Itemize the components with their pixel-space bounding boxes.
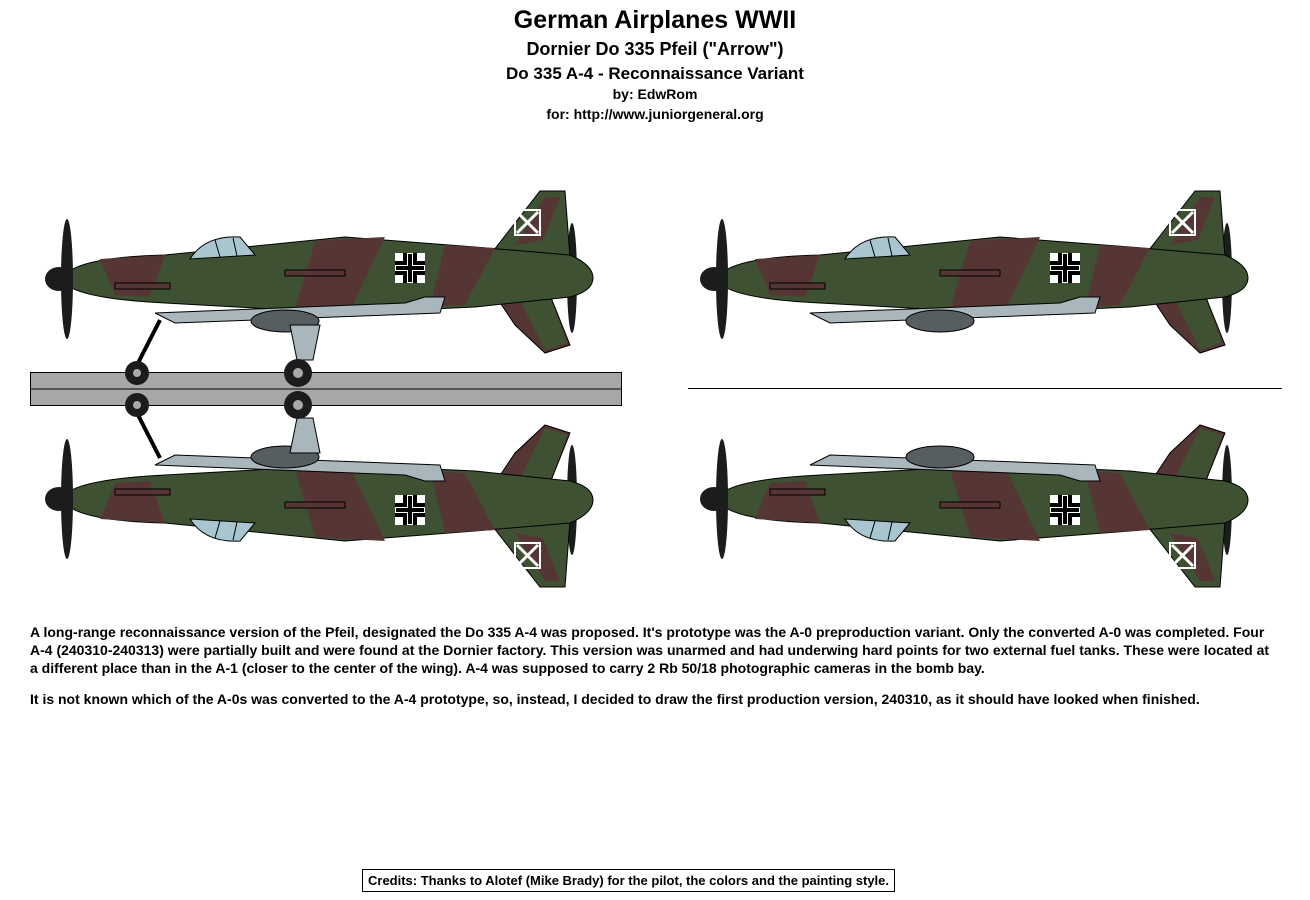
plane-sprite-gear-down — [45, 185, 615, 390]
variant-title: Do 335 A-4 - Reconnaissance Variant — [506, 64, 804, 83]
plane-sprite-flight-reflection — [700, 388, 1270, 593]
plane-sprite-gear-down-reflection — [45, 388, 615, 593]
author-line: by: EdwRom — [612, 86, 698, 102]
page-title: German Airplanes WWII — [513, 6, 797, 34]
description-paragraph-1: A long-range reconnaissance version of the Pfeil, designated the Do 335 A-4 was proposed. It's prototype was the A-0 preproduction variant. Only the converted A-0 was completed. Four A-4 (240310-240313) were partially built and were found at the Dornier factory. This version was unarmed and had underwing hard points for two external fuel tanks. These were located at a different place than in the A-1 (closer to the center of the wing). A-4 was supposed to carry 2 Rb 50/18 photographic cameras in the bomb bay. — [30, 624, 1270, 676]
credits-box: Credits: Thanks to Alotef (Mike Brady) for the pilot, the colors and the painting style. — [362, 869, 895, 892]
aircraft-subtitle: Dornier Do 335 Pfeil ("Arrow") — [526, 39, 784, 59]
site-line: for: http://www.juniorgeneral.org — [546, 106, 764, 122]
plane-sprite-flight — [700, 185, 1270, 390]
description-paragraph-2: It is not known which of the A-0s was converted to the A-4 prototype, so, instead, I decided to draw the first production version, 240310, as it should have looked when finished. — [30, 691, 1200, 707]
